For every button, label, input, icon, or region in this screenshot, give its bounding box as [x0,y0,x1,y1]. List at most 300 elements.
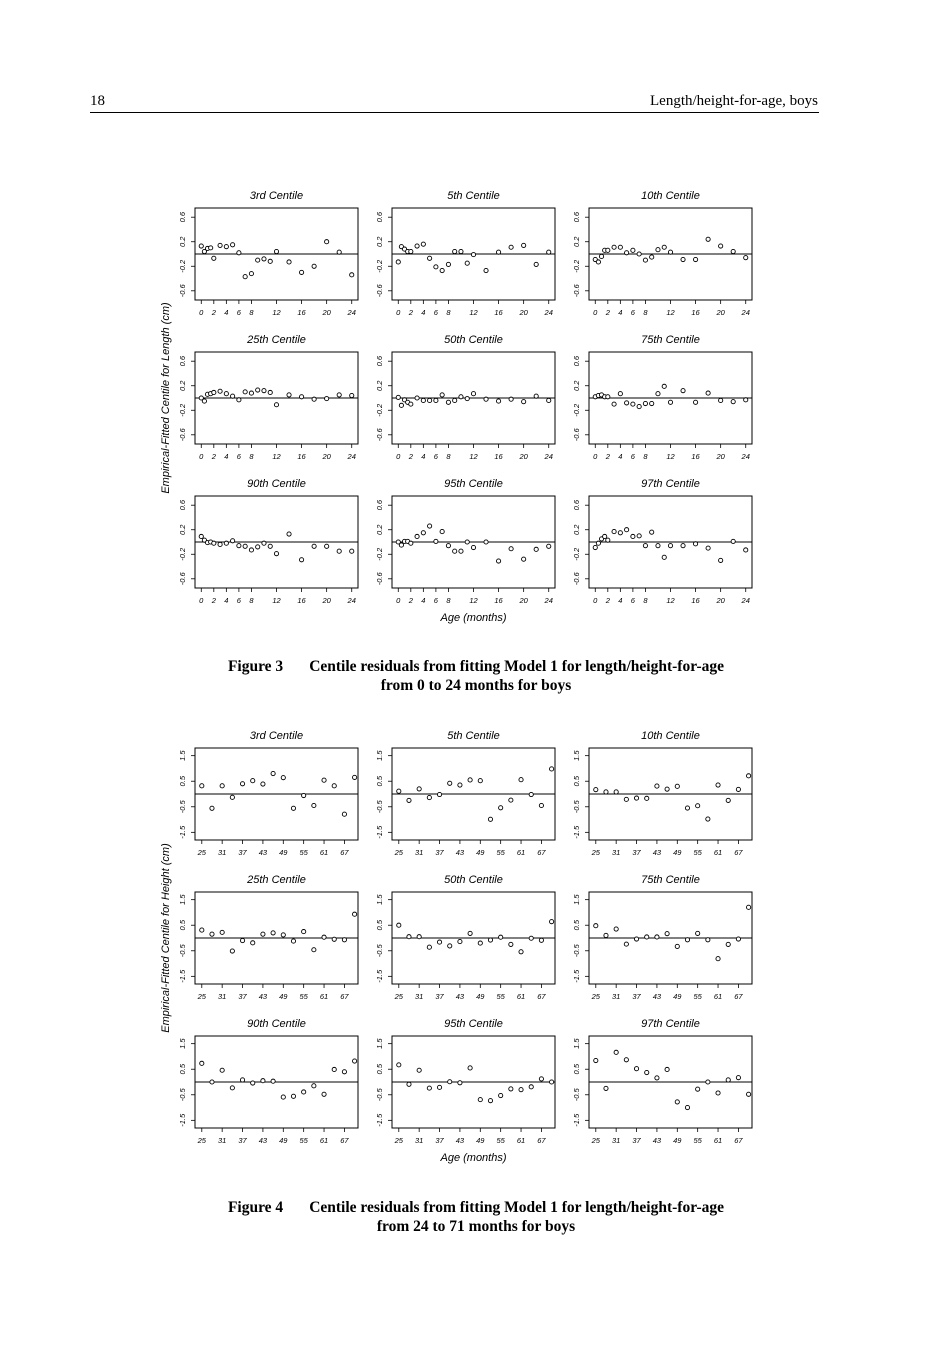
x-tick-label: 55 [496,992,505,1001]
data-point [488,817,492,821]
data-point [287,532,291,536]
x-tick-label: 24 [741,452,750,461]
y-tick-label: -0.2 [572,547,581,561]
data-point [322,778,326,782]
x-tick-label: 61 [516,1136,526,1145]
data-point [747,774,751,778]
data-point [634,796,638,800]
x-tick-label: 49 [476,1136,485,1145]
data-point [509,397,513,401]
data-point [625,401,629,405]
data-point [271,1079,275,1083]
data-point [668,544,672,548]
data-point [665,932,669,936]
data-point [224,245,228,249]
data-point [302,930,306,934]
data-point [655,935,659,939]
y-tick-label: -0.6 [572,284,581,298]
data-point [488,938,492,942]
data-point [397,1063,401,1067]
x-tick-label: 16 [691,452,700,461]
data-point [468,931,472,935]
data-point [231,394,235,398]
data-point [488,1099,492,1103]
y-tick-label: 0.5 [572,920,581,931]
x-tick-label: 6 [630,596,635,605]
data-point [665,787,669,791]
data-point [415,534,419,538]
x-tick-label: 31 [217,848,227,857]
y-tick-label: 0.2 [375,380,384,391]
data-point [199,244,203,248]
data-point [675,944,679,948]
figure-4-panel-7 [178,1018,358,1145]
x-tick-label: 43 [455,848,465,857]
data-point [458,1081,462,1085]
panel-title: 5th Centile [447,730,500,742]
figure-4-label: Figure 4 [227,1199,284,1216]
data-point [496,250,500,254]
data-point [604,1086,608,1090]
data-point [706,938,710,942]
data-point [199,534,203,538]
data-point [210,932,214,936]
y-axis-title: Empirical-Fitted Centile for Height (cm) [160,843,172,1033]
panel-title: 97th Centile [641,478,700,490]
data-point [446,544,450,548]
x-tick-label: 12 [666,452,675,461]
x-tick-label: 37 [632,992,641,1001]
x-tick-label: 0 [396,308,401,317]
x-tick-label: 16 [297,308,306,317]
x-tick-label: 25 [197,1136,206,1145]
data-point [606,248,610,252]
data-point [509,1087,513,1091]
data-point [519,1088,523,1092]
x-tick-label: 55 [299,1136,308,1145]
y-tick-label: -0.2 [572,259,581,273]
x-tick-label: 6 [433,308,438,317]
running-title: Length/height-for-age, boys [650,93,818,109]
data-point [220,784,224,788]
data-point [397,923,401,927]
x-tick-label: 61 [713,848,723,857]
y-tick-label: 0.5 [375,776,384,787]
x-tick-label: 67 [734,848,743,857]
x-tick-label: 55 [299,848,308,857]
data-point [731,400,735,404]
data-point [262,541,266,545]
y-tick-label: 1.5 [375,1038,384,1049]
x-tick-label: 24 [544,308,553,317]
data-point [287,260,291,264]
data-point [484,397,488,401]
data-point [342,812,346,816]
data-point [448,781,452,785]
data-point [726,798,730,802]
figure-4-panel-3 [572,730,752,857]
panel-title: 25th Centile [247,874,306,886]
x-tick-label: 4 [618,308,623,317]
x-tick-label: 37 [238,992,247,1001]
data-point [509,245,513,249]
data-point [685,806,689,810]
data-point [529,1085,533,1089]
x-tick-label: 24 [741,596,750,605]
data-point [262,389,266,393]
data-point [220,930,224,934]
data-point [550,767,554,771]
data-point [685,938,689,942]
y-tick-label: -0.6 [375,428,384,442]
y-tick-label: -0.2 [178,259,187,273]
x-tick-label: 61 [516,992,526,1001]
figure-4-chart [155,720,775,1175]
data-point [696,931,700,935]
data-point [650,401,654,405]
x-tick-label: 61 [713,992,723,1001]
data-point [409,249,413,253]
x-tick-label: 12 [666,596,675,605]
y-tick-label: -0.6 [572,572,581,586]
data-point [325,397,329,401]
data-point [312,948,316,952]
data-point [417,787,421,791]
x-tick-label: 67 [734,992,743,1001]
x-tick-label: 31 [611,1136,621,1145]
x-tick-label: 49 [279,992,288,1001]
y-tick-label: 0.6 [375,355,384,367]
x-tick-label: 0 [199,596,204,605]
data-point [499,806,503,810]
y-tick-label: 0.5 [178,1064,187,1075]
x-tick-label: 43 [652,992,662,1001]
data-point [325,544,329,548]
y-tick-label: -1.5 [178,969,187,983]
data-point [736,787,740,791]
x-tick-label: 8 [446,308,451,317]
x-tick-label: 6 [236,308,241,317]
data-point [478,1098,482,1102]
data-point [268,544,272,548]
data-point [448,944,452,948]
data-point [716,1091,720,1095]
data-point [618,392,622,396]
x-tick-label: 31 [217,1136,227,1145]
data-point [731,539,735,543]
figure-4-caption [0,1198,952,1236]
data-point [650,530,654,534]
data-point [353,1059,357,1063]
x-tick-label: 55 [693,1136,702,1145]
data-point [427,795,431,799]
figure-4-panel-6 [572,874,752,1001]
data-point [612,245,616,249]
figure-3-panel-5 [375,334,555,461]
x-tick-label: 55 [496,1136,505,1145]
data-point [522,243,526,247]
data-point [409,541,413,545]
y-tick-label: -1.5 [572,825,581,839]
data-point [726,1078,730,1082]
x-tick-label: 31 [414,1136,424,1145]
x-tick-label: 6 [433,596,438,605]
data-point [240,1078,244,1082]
y-tick-label: 0.5 [375,920,384,931]
y-tick-label: -0.6 [375,284,384,298]
data-point [230,795,234,799]
data-point [281,1095,285,1099]
data-point [744,398,748,402]
x-tick-label: 8 [249,308,254,317]
y-tick-label: -0.6 [178,428,187,442]
y-tick-label: -0.5 [178,800,187,814]
data-point [230,1086,234,1090]
x-tick-label: 31 [414,992,424,1001]
x-tick-label: 67 [537,992,546,1001]
panel-title: 5th Centile [447,190,500,202]
x-axis-title: Age (months) [440,612,507,624]
data-point [499,1093,503,1097]
data-point [656,392,660,396]
data-point [604,933,608,937]
data-point [434,539,438,543]
y-tick-label: 0.2 [178,524,187,535]
data-point [662,384,666,388]
x-tick-label: 0 [199,308,204,317]
y-tick-label: 0.5 [572,776,581,787]
y-tick-label: -0.6 [375,572,384,586]
data-point [509,942,513,946]
data-point [719,244,723,248]
x-tick-label: 6 [433,452,438,461]
data-point [662,245,666,249]
data-point [249,391,253,395]
data-point [210,806,214,810]
data-point [440,529,444,533]
data-point [218,389,222,393]
data-point [281,776,285,780]
y-tick-label: -0.5 [375,1088,384,1102]
x-tick-label: 43 [652,848,662,857]
data-point [415,396,419,400]
x-tick-label: 24 [741,308,750,317]
data-point [496,559,500,563]
x-tick-label: 6 [236,452,241,461]
data-point [693,257,697,261]
data-point [224,392,228,396]
data-point [593,545,597,549]
data-point [726,942,730,946]
data-point [251,1081,255,1085]
panel-title: 95th Centile [444,1018,503,1030]
x-tick-label: 43 [258,992,268,1001]
x-tick-label: 2 [211,308,216,317]
data-point [471,253,475,257]
data-point [274,403,278,407]
data-point [596,260,600,264]
x-tick-label: 8 [643,452,648,461]
data-point [446,400,450,404]
data-point [231,539,235,543]
data-point [643,401,647,405]
data-point [271,931,275,935]
data-point [237,544,241,548]
data-point [218,542,222,546]
x-tick-label: 8 [643,596,648,605]
data-point [624,797,628,801]
figure-4-panel-2 [375,730,555,857]
y-tick-label: -0.2 [375,403,384,417]
data-point [210,1080,214,1084]
figure-3-panel-8 [375,478,555,605]
data-point [665,1067,669,1071]
y-tick-label: -1.5 [375,969,384,983]
x-tick-label: 4 [421,452,426,461]
x-tick-label: 67 [537,1136,546,1145]
data-point [312,264,316,268]
x-tick-label: 24 [544,596,553,605]
x-tick-label: 37 [435,992,444,1001]
data-point [484,540,488,544]
data-point [274,249,278,253]
page-number: 18 [90,93,105,109]
data-point [434,398,438,402]
data-point [662,555,666,559]
x-tick-label: 31 [217,992,227,1001]
x-tick-label: 4 [224,308,229,317]
data-point [240,938,244,942]
data-point [200,784,204,788]
data-point [656,248,660,252]
data-point [547,398,551,402]
data-point [645,1070,649,1074]
x-tick-label: 67 [340,1136,349,1145]
y-tick-label: -0.5 [375,944,384,958]
data-point [230,949,234,953]
x-tick-label: 67 [340,992,349,1001]
data-point [302,793,306,797]
x-tick-label: 16 [297,452,306,461]
panel-title: 10th Centile [641,730,700,742]
figure-3-panel-4 [178,334,358,461]
data-point [681,544,685,548]
x-tick-label: 16 [691,308,700,317]
figure-4-panel-1 [178,730,358,857]
data-point [550,920,554,924]
x-tick-label: 0 [593,308,598,317]
data-point [693,400,697,404]
data-point [603,534,607,538]
y-tick-label: -0.5 [178,944,187,958]
x-tick-label: 61 [319,992,329,1001]
x-tick-label: 12 [272,596,281,605]
x-tick-label: 25 [591,1136,600,1145]
data-point [434,265,438,269]
data-point [291,806,295,810]
x-tick-label: 25 [197,992,206,1001]
data-point [202,399,206,403]
data-point [547,544,551,548]
x-tick-label: 0 [396,596,401,605]
x-tick-label: 31 [414,848,424,857]
data-point [604,790,608,794]
data-point [716,783,720,787]
data-point [231,243,235,247]
x-tick-label: 31 [611,848,621,857]
x-tick-label: 16 [494,308,503,317]
data-point [312,544,316,548]
data-point [478,941,482,945]
y-tick-label: 0.5 [572,1064,581,1075]
data-point [421,242,425,246]
x-tick-label: 12 [666,308,675,317]
data-point [350,549,354,553]
x-tick-label: 2 [211,596,216,605]
data-point [594,924,598,928]
data-point [212,541,216,545]
y-tick-label: -0.5 [178,1088,187,1102]
x-tick-label: 25 [394,992,403,1001]
data-point [499,935,503,939]
data-point [399,543,403,547]
data-point [668,250,672,254]
data-point [459,249,463,253]
x-tick-label: 43 [455,992,465,1001]
data-point [237,251,241,255]
data-point [350,393,354,397]
y-tick-label: -0.5 [572,944,581,958]
data-point [268,390,272,394]
figure-3-panel-9 [572,478,752,605]
data-point [643,258,647,262]
y-tick-label: -0.5 [572,1088,581,1102]
figure-4-panel-5 [375,874,555,1001]
data-point [509,547,513,551]
x-tick-label: 12 [469,308,478,317]
data-point [322,935,326,939]
data-point [220,1068,224,1072]
data-point [655,1076,659,1080]
data-point [696,1087,700,1091]
data-point [539,938,543,942]
y-tick-label: 1.5 [572,1038,581,1049]
x-tick-label: 24 [347,596,356,605]
data-point [421,398,425,402]
data-point [312,397,316,401]
y-tick-label: 0.6 [375,211,384,223]
data-point [299,558,303,562]
data-point [594,1058,598,1062]
x-tick-label: 37 [238,1136,247,1145]
x-tick-label: 49 [673,992,682,1001]
data-point [262,257,266,261]
data-point [417,1068,421,1072]
data-point [353,912,357,916]
figure-3-panel-2 [375,190,555,317]
x-tick-label: 4 [421,308,426,317]
data-point [437,940,441,944]
x-tick-label: 2 [408,308,413,317]
data-point [519,950,523,954]
figure-3-label: Figure 3 [227,658,284,675]
x-tick-label: 4 [421,596,426,605]
x-tick-label: 20 [519,308,528,317]
x-tick-label: 43 [652,1136,662,1145]
data-point [251,941,255,945]
data-point [249,548,253,552]
y-tick-label: 0.2 [178,236,187,247]
